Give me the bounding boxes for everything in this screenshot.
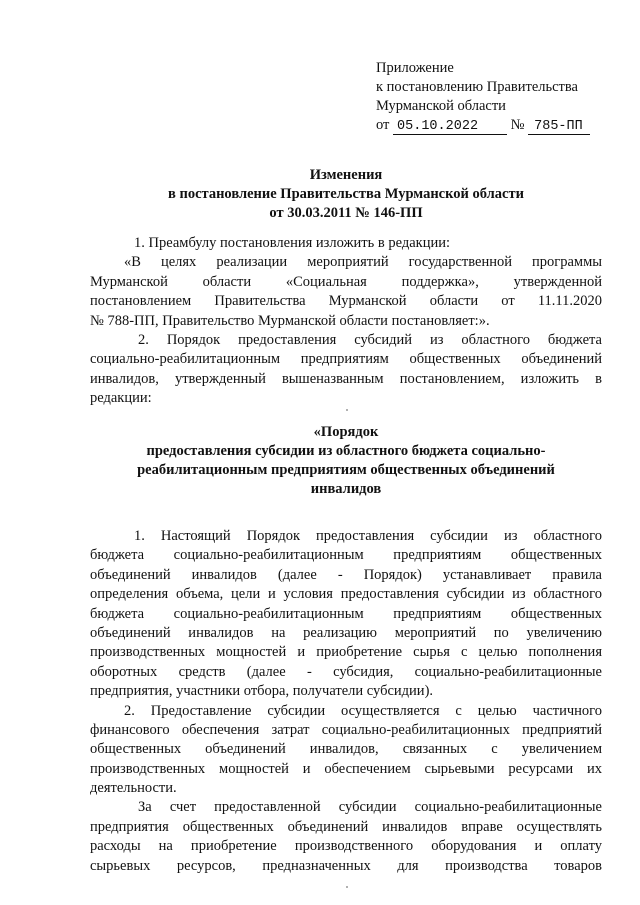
intro-line: редакции: xyxy=(90,390,152,407)
body-line: общественных объединений инвалидов, связанных с увеличением xyxy=(90,741,602,758)
body-line: предприятия общественных объединений инвалидов вправе осуществлять xyxy=(90,818,602,835)
intro-line: 1. Преамбулу постановления изложить в редакции: xyxy=(134,235,450,251)
intro-line: 2. Порядок предоставления субсидий из областного бюджета xyxy=(138,331,602,348)
procedure-title-line-1: «Порядок xyxy=(313,424,379,440)
appendix-block xyxy=(376,59,626,135)
intro-line: Мурманской области «Социальная поддержка», утвержденной xyxy=(90,273,602,290)
body-line: объединений инвалидов на реализацию мероприятий по увеличению xyxy=(90,624,602,641)
procedure-title-line-2: предоставления субсидии из областного бюджета социально- xyxy=(146,443,546,459)
body-line: объединений инвалидов (далее - Порядок) устанавливает правила xyxy=(90,566,602,583)
body-line: оборотных средств (далее - субсидия, социально-реабилитационные xyxy=(90,663,602,680)
body-line: определения объема, цели и условия предоставления субсидии из областного xyxy=(90,586,602,603)
body-line: деятельности. xyxy=(90,780,177,797)
heading-line-1: Изменения xyxy=(309,167,383,183)
appendix-region: Мурманской области xyxy=(376,98,506,114)
document-heading xyxy=(90,166,602,223)
procedure-title-line-3: реабилитационным предприятиям общественных объединений xyxy=(137,462,555,478)
scan-speck xyxy=(346,886,348,888)
appendix-resolution-ref: к постановлению Правительства xyxy=(376,79,578,95)
scan-speck xyxy=(346,409,348,411)
intro-text xyxy=(90,234,602,409)
body-line: 2. Предоставление субсидии осуществляется с целью частичного xyxy=(124,702,602,719)
procedure-title-line-4: инвалидов xyxy=(310,481,382,497)
date-field: 05.10.2022 xyxy=(393,119,507,135)
body-line: сырьевых ресурсов, предназначенных для производства товаров xyxy=(90,857,602,874)
intro-line: «В целях реализации мероприятий государственной программы xyxy=(124,254,602,271)
intro-line: постановлением Правительства Мурманской области от 11.11.2020 xyxy=(90,293,602,310)
intro-line: № 788-ПП, Правительство Мурманской области постановляет:». xyxy=(90,312,490,329)
appendix-date-line xyxy=(376,116,626,135)
heading-line-3: от 30.03.2011 № 146-ПП xyxy=(269,205,423,221)
body-line: расходы на приобретение производственного оборудования и оплату xyxy=(90,838,602,855)
body-line: финансового обеспечения затрат социально-реабилитационных предприятий xyxy=(90,721,602,738)
body-line: бюджета социально-реабилитационным предприятиям общественных xyxy=(90,605,602,622)
body-line: производственных мощностей и обеспечением сырьевыми ресурсами их xyxy=(90,760,602,777)
procedure-title xyxy=(90,423,602,499)
body-line: производственных мощностей и приобретение сырья с целью пополнения xyxy=(90,644,602,661)
body-line: бюджета социально-реабилитационным предприятиям общественных xyxy=(90,547,602,564)
body-line: предприятия, участники отбора, получатели субсидии). xyxy=(90,683,434,700)
body-line: 1. Настоящий Порядок предоставления субсидии из областного xyxy=(134,528,602,544)
number-prefix: № xyxy=(510,117,525,133)
procedure-body xyxy=(90,527,602,876)
heading-line-2: в постановление Правительства Мурманской области xyxy=(168,186,524,202)
appendix-label: Приложение xyxy=(376,60,454,76)
date-prefix: от xyxy=(376,117,390,133)
body-line: За счет предоставленной субсидии социально-реабилитационные xyxy=(138,799,602,816)
intro-line: социально-реабилитационным предприятиям общественных объединений xyxy=(90,351,602,368)
intro-line: инвалидов, утвержденный вышеназванным постановлением, изложить в xyxy=(90,370,602,387)
number-field: 785-ПП xyxy=(528,119,590,135)
